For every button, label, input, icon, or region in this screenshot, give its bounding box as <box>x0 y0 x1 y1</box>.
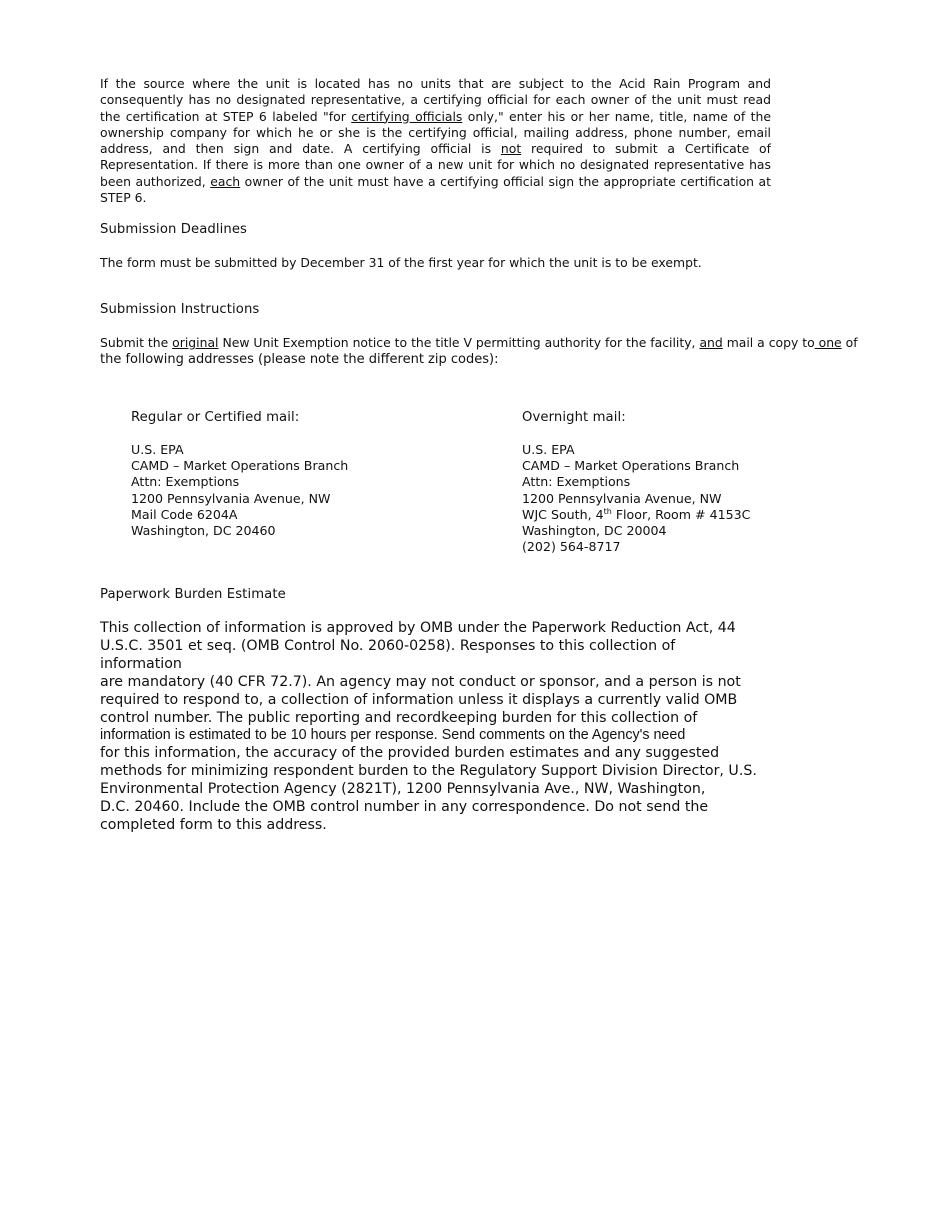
address-line: WJC South, 4th Floor, Room # 4153C <box>522 506 751 522</box>
deadlines-text: The form must be submitted by December 31 of the first year for which the unit is to be exempt. <box>100 255 702 270</box>
burden-line: control number. The public reporting and recordkeeping burden for this collection of <box>100 709 698 726</box>
burden-paragraph <box>100 620 760 835</box>
burden-line: completed form to this address. <box>100 816 327 833</box>
address-line: Washington, DC 20004 <box>522 523 667 539</box>
address-line: CAMD – Market Operations Branch <box>522 458 740 474</box>
underlined-term: each <box>210 173 241 189</box>
deadlines-heading: Submission Deadlines <box>100 222 248 237</box>
intro-paragraph <box>100 76 771 206</box>
address-line: CAMD – Market Operations Branch <box>131 458 349 474</box>
burden-line: information is estimated to be 10 hours per response. Send comments on the Agency's need <box>100 727 686 744</box>
underlined-term: not <box>500 141 522 157</box>
address-line: Mail Code 6204A <box>131 506 238 522</box>
address-line: Washington, DC 20460 <box>131 523 276 539</box>
burden-line: required to respond to, a collection of information unless it displays a currently valid OMB <box>100 691 738 708</box>
burden-line: are mandatory (40 CFR 72.7). An agency may not conduct or sponsor, and a person is not <box>100 673 741 690</box>
intro-text: owner of the unit must have a certifying official sign the appropriate certification at STEP 6. <box>100 173 771 206</box>
underlined-term: certifying officials <box>351 108 463 124</box>
address-line: Attn: Exemptions <box>522 474 631 490</box>
burden-line: This collection of information is approved by OMB under the Paperwork Reduction Act, 44 <box>100 620 736 636</box>
instructions-heading: Submission Instructions <box>100 302 260 317</box>
burden-line: U.S.C. 3501 et seq. (OMB Control No. 2060-0258). Responses to this collection of information <box>100 637 676 672</box>
regular-mail-label: Regular or Certified mail: <box>131 410 300 425</box>
underlined-term: original <box>172 335 219 350</box>
underlined-term: one <box>814 335 842 350</box>
instructions-line-1: Submit the original New Unit Exemption notice to the title V permitting authority for the facility, and mail a copy to one of <box>100 335 858 350</box>
address-line: U.S. EPA <box>131 442 184 457</box>
regular-mail-address <box>131 442 348 539</box>
burden-heading: Paperwork Burden Estimate <box>100 587 286 602</box>
address-line: 1200 Pennsylvania Avenue, NW <box>131 490 331 506</box>
address-line: 1200 Pennsylvania Avenue, NW <box>522 490 722 506</box>
overnight-mail-label: Overnight mail: <box>522 410 626 425</box>
overnight-mail-address <box>522 442 750 555</box>
underlined-term: and <box>699 335 723 350</box>
address-line: U.S. EPA <box>522 442 575 457</box>
burden-line: Environmental Protection Agency (2821T), 1200 Pennsylvania Ave., NW, Washington, <box>100 781 706 798</box>
burden-line: for this information, the accuracy of the provided burden estimates and any suggested <box>100 745 720 762</box>
intro-text: only," enter his or her name, title, name of the ownership company for which he or she is the certifying official, mailing address, phone number, email address, and then sign and date. A certifying official is <box>100 108 771 157</box>
burden-line: methods for minimizing respondent burden to the Regulatory Support Division Director, U.S. <box>100 763 757 780</box>
burden-line: D.C. 20460. Include the OMB control number in any correspondence. Do not send the <box>100 799 709 816</box>
address-line: Attn: Exemptions <box>131 474 240 490</box>
intro-text: If the source where the unit is located has no units that are subject to the Acid Rain Program and consequently has no designated representative, a certifying official for each owner of the unit must read the certification at STEP 6 labeled "for <box>100 76 771 124</box>
intro-text: required to submit a Certificate of Representation. If there is more than one owner of a new unit for which no designated representative has been authorized, <box>100 141 771 189</box>
phone-number: (202) 564-8717 <box>522 539 621 555</box>
instructions-line-2: the following addresses (please note the different zip codes): <box>100 352 499 367</box>
